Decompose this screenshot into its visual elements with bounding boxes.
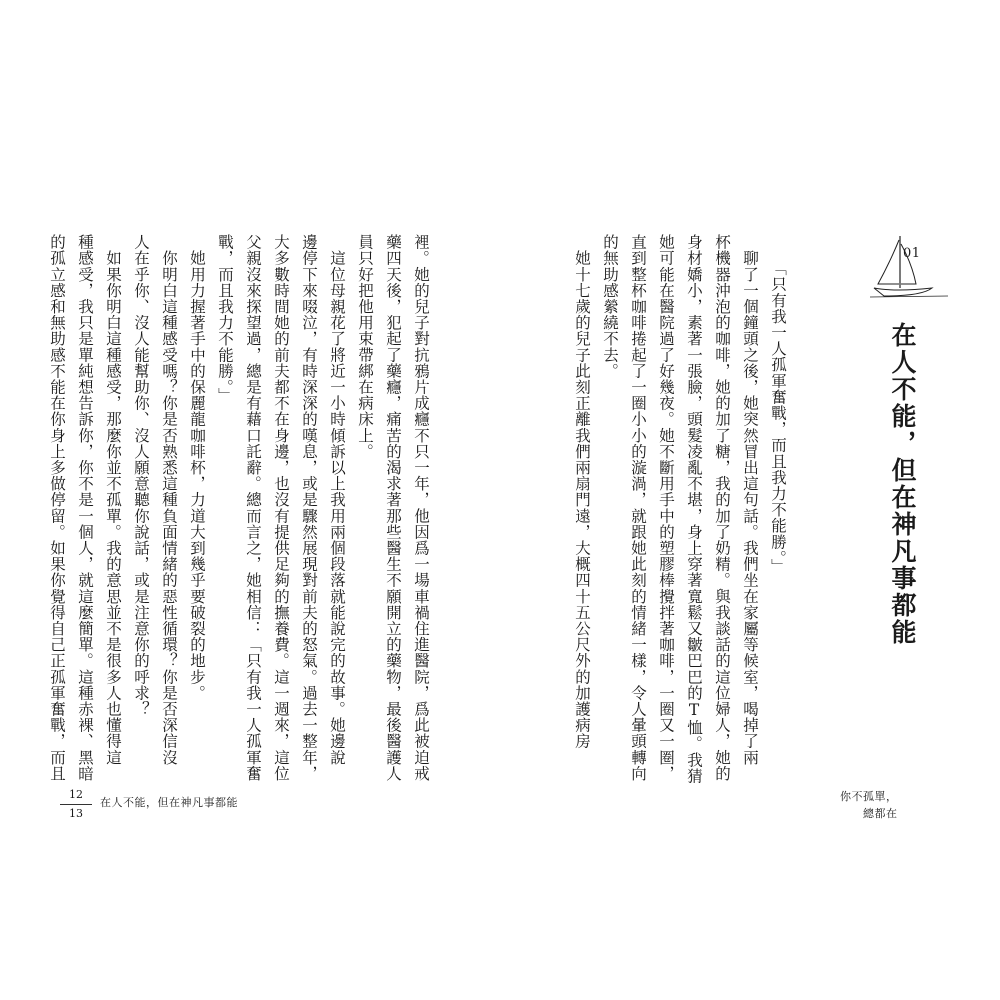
body-text-column: 種感受，我只是單純想告訴你，你不是一個人，就這麼簡單。這種赤裸、黑暗 <box>76 234 94 782</box>
body-text-column: 杯機器沖泡的咖啡，她的加了糖，我的加了奶精。與我談話的這位婦人，她的 <box>713 234 731 782</box>
body-text-column: 她十七歲的兒子此刻正離我們兩扇門遠，大概四十五公尺外的加護病房 <box>573 234 591 750</box>
page-number-divider <box>60 804 92 805</box>
body-text-column: 員只好把他用束帶綁在病床上。 <box>356 234 374 460</box>
body-text-column: 你明白這種感受嗎？你是否熟悉這種負面情緒的惡性循環？你是否深信沒 <box>160 234 178 766</box>
chapter-title: 在人不能，但在神凡事都能 <box>888 322 917 646</box>
sailboat-icon <box>870 230 950 300</box>
body-text-column: 身材嬌小，素著一張臉，頭髮凌亂不堪，身上穿著寬鬆又皺巴巴的T恤。我猜 <box>685 234 703 784</box>
body-text-column: 裡。她的兒子對抗鴉片成癮不只一年，他因爲一場車禍住進醫院，爲此被迫戒 <box>412 234 430 782</box>
page-number: 12 <box>69 788 83 801</box>
running-head-line: 你不孤單， <box>840 790 898 803</box>
body-text-column: 「只有我一人孤軍奮戰，而且我力不能勝。」 <box>769 260 787 575</box>
body-text-column: 父親沒來探望過，總是有藉口託辭。總而言之，她相信：「只有我一人孤軍奮 <box>244 234 262 782</box>
body-text-column: 邊停下來啜泣，有時深深的嘆息，或是驟然展現對前夫的怒氣。過去一整年， <box>300 234 318 782</box>
body-text-column: 的孤立感和無助感不能在你身上多做停留。如果你覺得自己正孤軍奮戰，而且 <box>48 234 66 782</box>
body-text-column: 她可能在醫院過了好幾夜。她不斷用手中的塑膠棒攪拌著咖啡，一圈又一圈， <box>657 234 675 782</box>
body-text-column: 這位母親花了將近一小時傾訴以上我用兩個段落就能說完的故事。她邊說 <box>328 234 346 766</box>
page-numbers <box>60 788 92 821</box>
body-text-column: 藥四天後，犯起了藥癮，痛苦的渴求著那些醫生不願開立的藥物，最後醫護人 <box>384 234 402 782</box>
body-text-column: 如果你明白這種感受，那麼你並不孤單。我的意思並不是很多人也懂得這 <box>104 234 122 766</box>
body-text-column: 她用力握著手中的保麗龍咖啡杯，力道大到幾乎要破裂的地步。 <box>188 234 206 701</box>
running-head <box>840 788 898 822</box>
body-text-column: 直到整杯咖啡捲起了一圈小小的漩渦，就跟她此刻的情緒一樣，令人暈頭轉向 <box>629 234 647 782</box>
body-text-column: 大多數時間她的前夫都不在身邊，也沒有提供足夠的撫養費。這一週來，這位 <box>272 234 290 782</box>
body-text-column: 戰，而且我力不能勝。」 <box>216 234 234 404</box>
chapter-number: 01 <box>903 246 921 261</box>
page-number: 13 <box>69 807 83 820</box>
running-head: 在人不能，但在神凡事都能 <box>100 796 238 809</box>
body-text-column: 人在乎你、沒人能幫助你、沒人願意聽你說話，或是注意你的呼求？ <box>132 234 150 717</box>
body-text-column: 的無助感縈繞不去。 <box>601 234 619 379</box>
body-text-column: 聊了一個鐘頭之後，她突然冒出這句話。我們坐在家屬等候室，喝掉了兩 <box>741 234 759 766</box>
right-page <box>500 0 1000 1000</box>
running-head-line: 總都在 <box>863 807 898 820</box>
